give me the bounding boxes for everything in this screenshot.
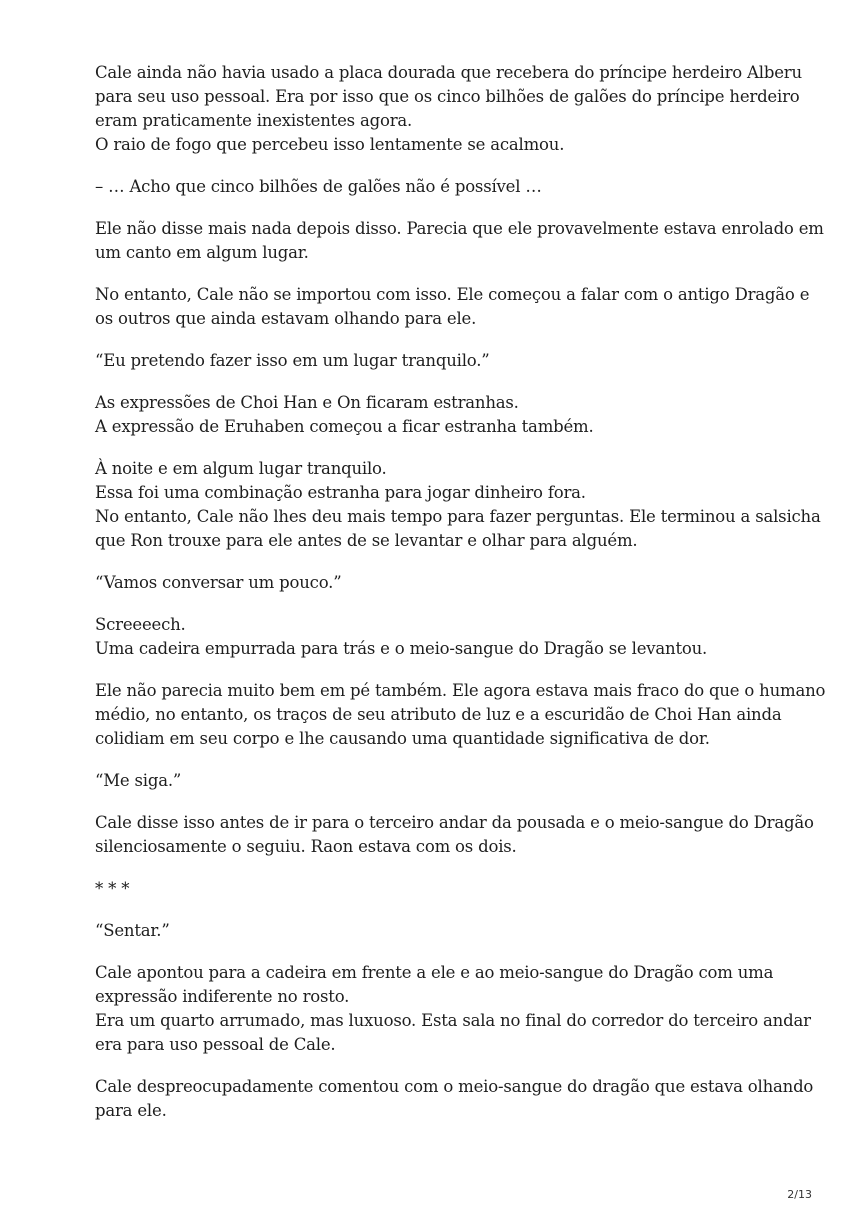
text-line: Screeeech. (95, 615, 186, 634)
text-line: colidiam em seu corpo e lhe causando uma quantidade significativa de dor. (95, 729, 710, 748)
text-line: médio, no entanto, os traços de seu atributo de luz e a escuridão de Choi Han ainda (95, 705, 782, 724)
page-number: 2/13 (787, 1188, 812, 1201)
paragraph (95, 217, 824, 265)
text-line: No entanto, Cale não se importou com isso. Ele começou a falar com o antigo Dragão e (95, 285, 810, 304)
text-line: No entanto, Cale não lhes deu mais tempo para fazer perguntas. Ele terminou a salsicha (95, 507, 821, 526)
text-line: para seu uso pessoal. Era por isso que os cinco bilhões de galões do príncipe herdeiro (95, 87, 800, 106)
text-line: para ele. (95, 1101, 167, 1120)
text-line: Uma cadeira empurrada para trás e o meio-sangue do Dragão se levantou. (95, 639, 708, 658)
text-line: “Eu pretendo fazer isso em um lugar tranquilo.” (95, 351, 490, 370)
text-line: os outros que ainda estavam olhando para ele. (95, 309, 477, 328)
text-line: Ele não disse mais nada depois disso. Parecia que ele provavelmente estava enrolado em (95, 219, 824, 238)
paragraph (95, 877, 795, 901)
text-line: As expressões de Choi Han e On ficaram estranhas. (95, 393, 519, 412)
text-line: silenciosamente o seguiu. Raon estava com os dois. (95, 837, 517, 856)
paragraph (95, 349, 795, 373)
paragraph (95, 283, 810, 331)
text-line: “Me siga.” (95, 771, 182, 790)
paragraph (95, 1075, 814, 1123)
text-line: que Ron trouxe para ele antes de se levantar e olhar para alguém. (95, 531, 638, 550)
text-line: “Sentar.” (95, 921, 170, 940)
paragraph (95, 175, 795, 199)
paragraph (95, 571, 795, 595)
text-line: Cale apontou para a cadeira em frente a ele e ao meio-sangue do Dragão com uma (95, 963, 774, 982)
paragraph (95, 811, 814, 859)
text-line: Essa foi uma combinação estranha para jogar dinheiro fora. (95, 483, 586, 502)
text-line: A expressão de Eruhaben começou a ficar estranha também. (95, 417, 594, 436)
paragraph (95, 919, 795, 943)
paragraph (95, 769, 795, 793)
paragraph (95, 61, 802, 157)
paragraph (95, 391, 795, 439)
text-line: Cale disse isso antes de ir para o terceiro andar da pousada e o meio-sangue do Dragão (95, 813, 814, 832)
body-text (95, 61, 826, 1141)
text-line: À noite e em algum lugar tranquilo. (95, 459, 387, 478)
paragraph (95, 961, 811, 1057)
paragraph (95, 613, 795, 661)
text-line: Ele não parecia muito bem em pé também. Ele agora estava mais fraco do que o humano (95, 681, 826, 700)
paragraph (95, 679, 826, 751)
text-line: * * * (95, 879, 130, 898)
text-line: – … Acho que cinco bilhões de galões não é possível … (95, 177, 542, 196)
text-line: Cale ainda não havia usado a placa dourada que recebera do príncipe herdeiro Alberu (95, 63, 802, 82)
paragraph (95, 457, 821, 553)
text-line: eram praticamente inexistentes agora. (95, 111, 413, 130)
text-line: Cale despreocupadamente comentou com o meio-sangue do dragão que estava olhando (95, 1077, 814, 1096)
text-line: Era um quarto arrumado, mas luxuoso. Esta sala no final do corredor do terceiro andar (95, 1011, 811, 1030)
text-line: era para uso pessoal de Cale. (95, 1035, 336, 1054)
text-line: O raio de fogo que percebeu isso lentamente se acalmou. (95, 135, 565, 154)
text-line: “Vamos conversar um pouco.” (95, 573, 342, 592)
text-line: um canto em algum lugar. (95, 243, 309, 262)
text-line: expressão indiferente no rosto. (95, 987, 350, 1006)
